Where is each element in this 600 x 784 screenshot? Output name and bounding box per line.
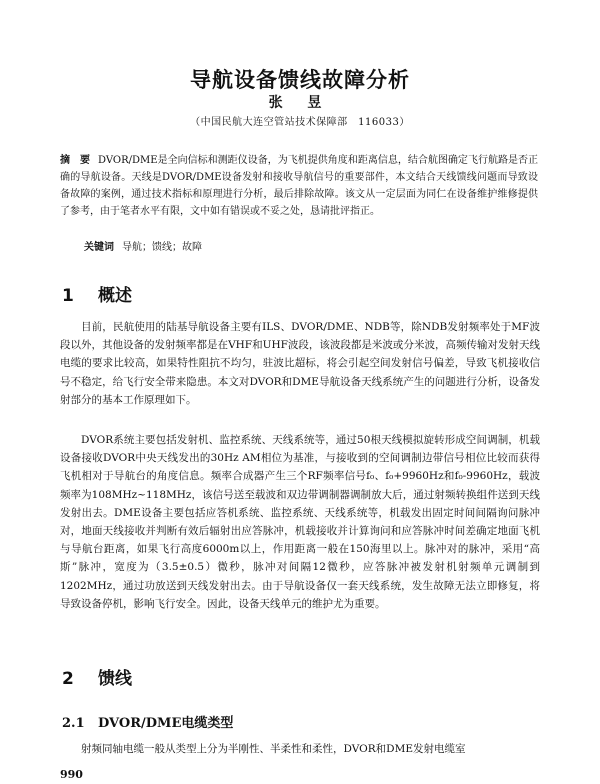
abstract-label: 摘 要 — [60, 155, 91, 166]
subsection-2-1-number: 2.1 — [62, 716, 85, 731]
section-2-heading — [62, 664, 132, 689]
keywords-label: 关键词 — [84, 242, 114, 253]
abstract-text: DVOR/DME是全向信标和测距仪设备，为飞机提供角度和距离信息，结合航图确定飞行航路是否正确的导航设备。天线是DVOR/DME设备发射和接收导航信号的重要部件，本文结合天线馈线问题而导致设备故障的案例，通过技术指标和原理进行分析，最后排除故障。该文从一定层面为同仁在设备维护维修提供了参考，由于笔者水平有限，文中如有错误或不妥之处，恳请批评指正。 — [60, 155, 539, 217]
section-1-paragraph-1: 目前，民航使用的陆基导航设备主要有ILS、DVOR/DME、NDB等，除NDB发射频率处于MF波段以外，其他设备的发射频率都是在VHF和UHF波段，该波段都是米波或分米波，高频传输对发射天线电缆的要求比较高，如果特性阻抗不均匀，驻波比超标，将会引起空间发射信号偏差，导致飞机接收信号不稳定，给飞行安全带来隐患。本文对DVOR和DME导航设备天线系统产生的问题进行分析，设备发射部分的基本工作原理如下。 — [60, 321, 540, 406]
author-affiliation: （中国民航大连空管站技术保障部 116033） — [190, 117, 410, 128]
section-2-title: 馈线 — [98, 669, 132, 689]
keywords — [84, 238, 202, 253]
abstract — [60, 152, 538, 220]
paper-title: 导航设备馈线故障分析 — [190, 68, 410, 92]
page-number: 990 — [60, 768, 83, 781]
section-1-paragraph-2: DVOR系统主要包括发射机、监控系统、天线系统等，通过50根天线模拟旋转形成空间调制，机载设备接收DVOR中央天线发出的30Hz AM相位为基准，与接收到的空间调制边带信号相位比较而获得飞机相对于导航台的角度信息。频率合成器产生三个RF频率信号f₀、f₀+9960Hz和f₀-9960Hz，载波频率为108MHz~118MHz，该信号送至载波和双边带调制器调制放大后，通过射频转换组件送到天线发射出去。DME设备主要包括应答机系统、监控系统、天线系统等，机载发出固定时间间隔询问脉冲对，地面天线接收并判断有效后辐射出应答脉冲，机载接收并计算询问和应答脉冲时间差确定地面飞机与导航台距离，如果飞行高度6000m以上，作用距离一般在150海里以上。脉冲对的脉冲，采用“高斯”脉冲，宽度为（3.5±0.5）微秒，脉冲对间隔12微秒，应答脉冲被发射机射频单元调制到1202MHz，通过功放送到天线发射出去。由于导航设备仅一套天线系统，发生故障无法立即修复，将导致设备停机，影响飞行安全。因此，设备天线单元的维护尤为重要。 — [60, 434, 540, 610]
keywords-text: 导航；馈线；故障 — [122, 242, 202, 253]
author-name: 张 昱 — [268, 95, 332, 111]
section-1-title: 概述 — [98, 286, 132, 306]
subsection-2-1-heading — [62, 712, 233, 731]
subsection-2-1-title: DVOR/DME电缆类型 — [98, 716, 234, 731]
section-1-heading — [62, 281, 132, 306]
subsection-2-1-paragraph: 射频同轴电缆一般从类型上分为半刚性、半柔性和柔性，DVOR和DME发射电缆室 — [81, 743, 466, 755]
section-2-number: 2 — [62, 669, 74, 689]
section-1-number: 1 — [62, 286, 74, 306]
